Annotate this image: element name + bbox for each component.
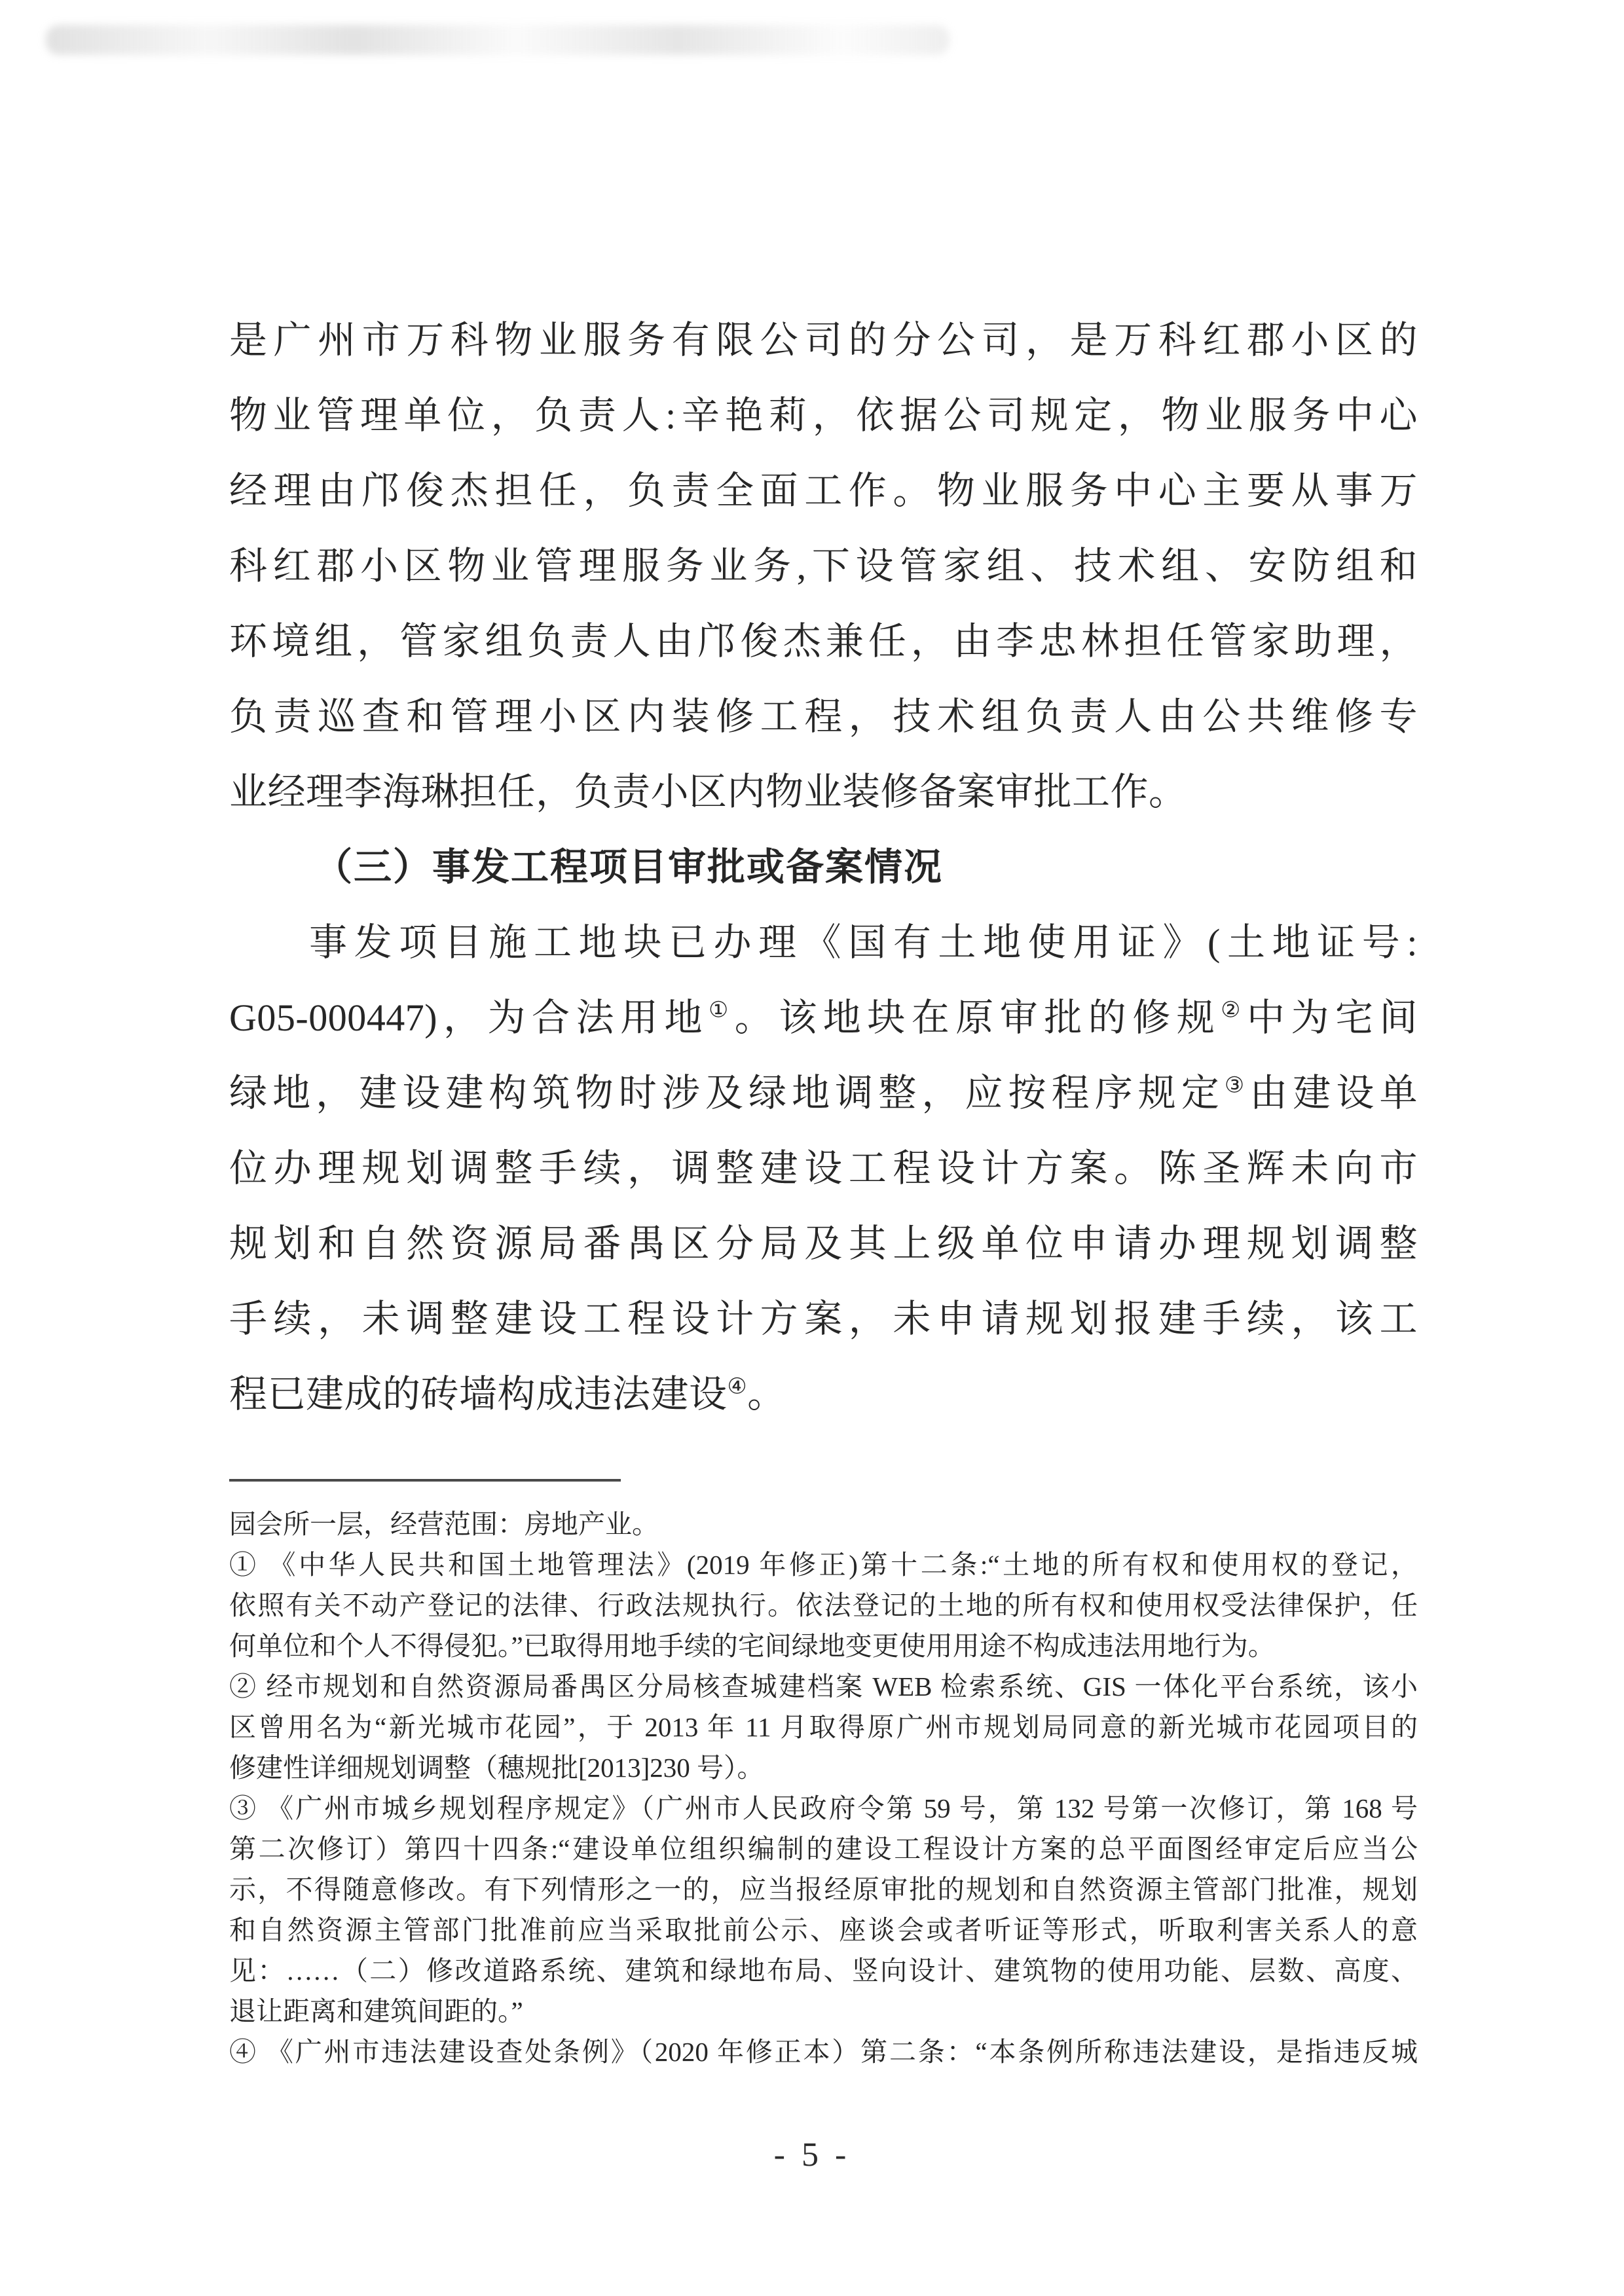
page-number: - 5 - bbox=[773, 2136, 851, 2174]
body-text-line: 位办理规划调整手续，调整建设工程设计方案。陈圣辉未向市 bbox=[229, 1147, 1418, 1190]
footnote-line: 和自然资源主管部门批准前应当采取批前公示、座谈会或者听证等形式，听取利害关系人的意 bbox=[229, 1915, 1418, 1945]
footnote-line: 第二次修订）第四十四条:“建设单位组织编制的建设工程设计方案的总平面图经审定后应当公 bbox=[229, 1834, 1418, 1864]
body-text-line: 环境组，管家组负责人由邝俊杰兼任，由李忠林担任管家助理， bbox=[229, 620, 1418, 663]
body-text-line: 是广州市万科物业服务有限公司的分公司，是万科红郡小区的 bbox=[229, 319, 1418, 361]
footnote-line: 见：……（二）修改道路系统、建筑和绿地布局、竖向设计、建筑物的使用功能、层数、高度、 bbox=[229, 1956, 1418, 1986]
footnote-line: 园会所一层，经营范围：房地产业。 bbox=[229, 1509, 659, 1539]
footnote-line: 依照有关不动产登记的法律、行政法规执行。依法登记的土地的所有权和使用权受法律保护，任 bbox=[229, 1590, 1418, 1620]
body-text-line: 经理由邝俊杰担任，负责全面工作。物业服务中心主要从事万 bbox=[229, 469, 1418, 512]
body-text-line: 物业管理单位，负责人:辛艳莉，依据公司规定，物业服务中心 bbox=[229, 394, 1418, 437]
body-text-line: 手续，未调整建设工程设计方案，未申请规划报建手续，该工 bbox=[229, 1298, 1418, 1340]
footnote-separator bbox=[229, 1479, 621, 1482]
body-text-line: 事发项目施工地块已办理《国有土地使用证》(土地证号: bbox=[309, 921, 1418, 964]
footnote-line: 何单位和个人不得侵犯。”已取得用地手续的宅间绿地变更使用用途不构成违法用地行为。 bbox=[229, 1631, 1275, 1661]
footnote-line: 退让距离和建筑间距的。” bbox=[229, 1996, 523, 2026]
footnote-line: 示，不得随意修改。有下列情形之一的，应当报经原审批的规划和自然资源主管部门批准，规划 bbox=[229, 1874, 1418, 1904]
body-text-line: 规划和自然资源局番禺区分局及其上级单位申请办理规划调整 bbox=[229, 1222, 1418, 1265]
section-heading: （三）事发工程项目审批或备案情况 bbox=[314, 846, 944, 888]
footnote-line: 区曾用名为“新光城市花园”，于 2013 年 11 月取得原广州市规划局同意的新光城市花园项目的 bbox=[229, 1712, 1418, 1742]
scan-smudge-artifact bbox=[46, 25, 950, 55]
footnote-line: ④ 《广州市违法建设查处条例》（2020 年修正本）第二条：“本条例所称违法建设，是指违反城 bbox=[229, 2037, 1418, 2067]
footnote-line: ③ 《广州市城乡规划程序规定》（广州市人民政府令第 59 号，第 132 号第一次修订，第 168 号 bbox=[229, 1793, 1418, 1823]
body-text-line: 绿地，建设建构筑物时涉及绿地调整，应按程序规定③由建设单 bbox=[229, 1072, 1418, 1114]
body-text-line: 科红郡小区物业管理服务业务,下设管家组、技术组、安防组和 bbox=[229, 545, 1418, 587]
page-content bbox=[229, 302, 1418, 2072]
footnote-line: ① 《中华人民共和国土地管理法》(2019 年修正)第十二条:“土地的所有权和使用权的登记， bbox=[229, 1550, 1418, 1580]
body-text-line: 业经理李海琳担任，负责小区内物业装修备案审批工作。 bbox=[229, 771, 1187, 813]
footnote-line: 修建性详细规划调整（穗规批[2013]230 号）。 bbox=[229, 1753, 764, 1783]
body-text-line: 程已建成的砖墙构成违法建设④。 bbox=[229, 1373, 786, 1415]
body-text-line: G05-000447)，为合法用地①。该地块在原审批的修规②中为宅间 bbox=[229, 996, 1418, 1039]
footnote-line: ② 经市规划和自然资源局番禺区分局核查城建档案 WEB 检索系统、GIS 一体化平台系统，该小 bbox=[229, 1671, 1418, 1702]
body-text-line: 负责巡查和管理小区内装修工程，技术组负责人由公共维修专 bbox=[229, 695, 1418, 738]
